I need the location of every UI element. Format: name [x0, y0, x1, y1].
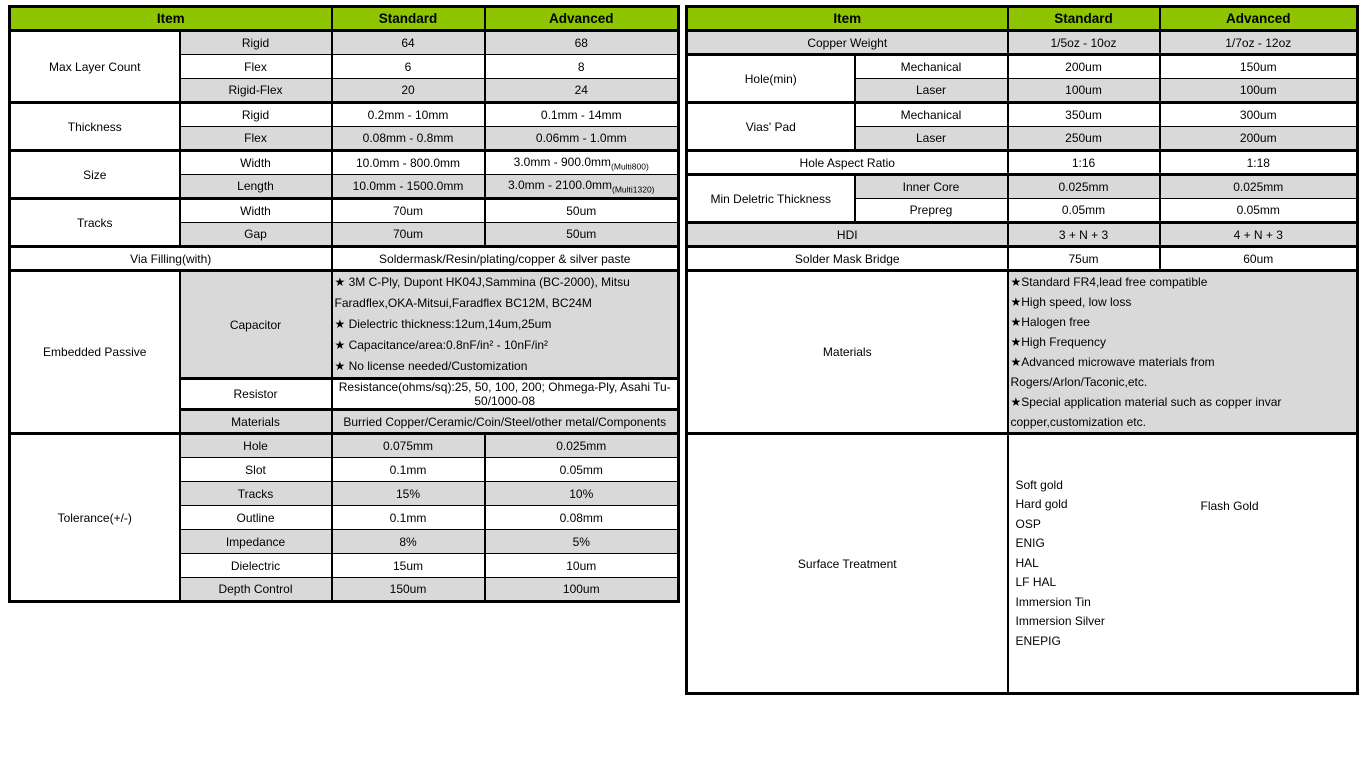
group-label-vias-pad: Vias' Pad — [687, 103, 855, 151]
group-label-min-deletric-thickness: Min Deletric Thickness — [687, 175, 855, 223]
advanced-value: 50um — [485, 223, 679, 247]
advanced-value: 1:18 — [1160, 151, 1358, 175]
table-row — [10, 247, 679, 271]
advanced-value: 60um — [1160, 247, 1358, 271]
table-row — [687, 223, 1358, 247]
advanced-value: 100um — [485, 578, 679, 602]
sub-item-capacitor: Capacitor — [180, 271, 332, 379]
group-label-hole-min: Hole(min) — [687, 55, 855, 103]
capability-table-left — [8, 5, 680, 603]
multi-panel-note: (Multi800) — [611, 161, 649, 172]
standard-value: 15um — [332, 554, 485, 578]
standard-value: 0.08mm - 0.8mm — [332, 127, 485, 151]
group-label-tolerance: Tolerance(+/-) — [10, 434, 180, 602]
table-row — [10, 199, 679, 223]
advanced-value: 0.1mm - 14mm — [485, 103, 679, 127]
standard-value: 0.1mm — [332, 458, 485, 482]
standard-value: 75um — [1008, 247, 1160, 271]
resistor-details: Resistance(ohms/sq):25, 50, 100, 200; Ohmega-Ply, Asahi Tu-50/1000-08 — [332, 379, 679, 410]
advanced-value: 4 + N + 3 — [1160, 223, 1358, 247]
treatment-item: Immersion Tin — [1015, 594, 1091, 609]
bullet-line: ★ 3M C-Ply, Dupont HK04J,Sammina (BC-2000), Mitsu Faradflex,OKA-Mitsui,Faradflex BC12M, BC24M — [334, 275, 630, 310]
advanced-value: 5% — [485, 530, 679, 554]
embedded-materials-details: Burried Copper/Ceramic/Coin/Steel/other metal/Components — [332, 410, 679, 434]
standard-value: 0.2mm - 10mm — [332, 103, 485, 127]
sub-item-label: Inner Core — [855, 175, 1008, 199]
standard-value: 70um — [332, 199, 485, 223]
standard-value: 0.05mm — [1008, 199, 1160, 223]
standard-value: 6 — [332, 55, 485, 79]
group-label-copper-weight: Copper Weight — [687, 31, 1008, 55]
group-label-via-filling: Via Filling(with) — [10, 247, 332, 271]
sub-item-label: Rigid — [180, 103, 332, 127]
group-label-tracks: Tracks — [10, 199, 180, 247]
group-label-size: Size — [10, 151, 180, 199]
treatment-item: HAL — [1015, 555, 1039, 570]
advanced-value: $3.0mm - 900.0mm_{(Multi800)}$ — [485, 151, 679, 175]
table-row — [10, 434, 679, 458]
advanced-value: 0.025mm — [1160, 175, 1358, 199]
treatment-item: Hard gold — [1015, 497, 1068, 512]
advanced-value: 50um — [485, 199, 679, 223]
bullet-line: ★Halogen free — [1010, 315, 1090, 329]
sub-item-label: Laser — [855, 79, 1008, 103]
sub-item-label: Tracks — [180, 482, 332, 506]
group-label-max-layer-count: Max Layer Count — [10, 31, 180, 103]
header-row — [687, 7, 1358, 31]
group-label-surface-treatment: Surface Treatment — [687, 434, 1008, 694]
sub-item-label: Rigid-Flex — [180, 79, 332, 103]
sub-item-label: Width — [180, 151, 332, 175]
group-label-solder-mask-bridge: Solder Mask Bridge — [687, 247, 1008, 271]
table-row — [687, 247, 1358, 271]
advanced-value: 200um — [1160, 127, 1358, 151]
sub-item-label: Length — [180, 175, 332, 199]
bullet-line: ★High speed, low loss — [1010, 295, 1132, 309]
sub-item-label: Rigid — [180, 31, 332, 55]
header-row — [10, 7, 679, 31]
sub-item-label: Prepreg — [855, 199, 1008, 223]
capability-table-right — [685, 5, 1359, 695]
standard-value: 0.075mm — [332, 434, 485, 458]
advanced-value: 24 — [485, 79, 679, 103]
group-label-materials: Materials — [687, 271, 1008, 434]
treatment-item: ENIG — [1015, 536, 1045, 551]
advanced-value: 0.06mm - 1.0mm — [485, 127, 679, 151]
tables-container — [8, 5, 1360, 695]
sub-item-label: Outline — [180, 506, 332, 530]
sub-item-label: Hole — [180, 434, 332, 458]
table-row — [687, 175, 1358, 199]
bullet-line: ★ No license needed/Customization — [334, 359, 528, 373]
sub-item-label: Mechanical — [855, 55, 1008, 79]
column-header-standard: Standard — [332, 7, 485, 31]
sub-item-resistor: Resistor — [180, 379, 332, 410]
table-row — [10, 271, 679, 379]
sub-item-materials: Materials — [180, 410, 332, 434]
table-row — [10, 151, 679, 175]
advanced-value: 8 — [485, 55, 679, 79]
surface-treatment-details — [1008, 434, 1358, 694]
surface-treatment-list — [1011, 435, 1355, 692]
standard-value: 350um — [1008, 103, 1160, 127]
sub-item-label: Mechanical — [855, 103, 1008, 127]
standard-value: 10.0mm - 1500.0mm — [332, 175, 485, 199]
sub-item-label: Flex — [180, 55, 332, 79]
via-filling-value: Soldermask/Resin/plating/copper & silver paste — [332, 247, 679, 271]
column-header-item: Item — [687, 7, 1008, 31]
bullet-line: ★High Frequency — [1010, 335, 1106, 349]
advanced-value: 100um — [1160, 79, 1358, 103]
treatment-item: Soft gold — [1015, 477, 1063, 492]
sub-item-label: Width — [180, 199, 332, 223]
standard-value: 250um — [1008, 127, 1160, 151]
column-header-advanced: Advanced — [485, 7, 679, 31]
table-row — [687, 271, 1358, 434]
table-row — [10, 31, 679, 55]
standard-value: 15% — [332, 482, 485, 506]
advanced-value: 0.08mm — [485, 506, 679, 530]
group-label-hole-aspect-ratio: Hole Aspect Ratio — [687, 151, 1008, 175]
table-row — [687, 103, 1358, 127]
advanced-value: 1/7oz - 12oz — [1160, 31, 1358, 55]
capacitor-details — [332, 271, 679, 379]
advanced-value: 150um — [1160, 55, 1358, 79]
advanced-value: 0.025mm — [485, 434, 679, 458]
bullet-line: ★ Dielectric thickness:12um,14um,25um — [334, 317, 552, 331]
table-row — [687, 31, 1358, 55]
treatment-item: ENEPIG — [1015, 633, 1061, 648]
table-row — [10, 103, 679, 127]
advanced-value: 0.05mm — [1160, 199, 1358, 223]
treatment-item: LF HAL — [1015, 575, 1057, 590]
group-label-thickness: Thickness — [10, 103, 180, 151]
standard-value: 20 — [332, 79, 485, 103]
standard-value: 0.025mm — [1008, 175, 1160, 199]
column-header-item: Item — [10, 7, 332, 31]
advanced-value: 10um — [485, 554, 679, 578]
multi-panel-note: (Multi1320) — [612, 184, 655, 195]
standard-value: 1/5oz - 10oz — [1008, 31, 1160, 55]
table-row — [687, 151, 1358, 175]
sub-item-label: Flex — [180, 127, 332, 151]
group-label-embedded-passive: Embedded Passive — [10, 271, 180, 434]
advanced-value: 68 — [485, 31, 679, 55]
sub-item-label: Depth Control — [180, 578, 332, 602]
treatment-item: OSP — [1015, 516, 1041, 531]
sub-item-label: Slot — [180, 458, 332, 482]
standard-value: 100um — [1008, 79, 1160, 103]
bullet-line: ★Standard FR4,lead free compatible — [1010, 275, 1208, 289]
sub-item-label: Gap — [180, 223, 332, 247]
standard-value: 64 — [332, 31, 485, 55]
sub-item-label: Impedance — [180, 530, 332, 554]
standard-value: 0.1mm — [332, 506, 485, 530]
treatment-item: Immersion Silver — [1015, 614, 1105, 629]
standard-value: 1:16 — [1008, 151, 1160, 175]
advanced-value: 10% — [485, 482, 679, 506]
table-row — [687, 434, 1358, 694]
advanced-value: $3.0mm - 2100.0mm_{(Multi1320)}$ — [485, 175, 679, 199]
table-row — [687, 55, 1358, 79]
bullet-line: ★Special application material such as copper invar copper,customization etc. — [1010, 395, 1282, 429]
standard-value: 200um — [1008, 55, 1160, 79]
bullet-line: ★ Capacitance/area:0.8nF/in² - 10nF/in² — [334, 338, 549, 352]
advanced-value: 0.05mm — [485, 458, 679, 482]
standard-value: 10.0mm - 800.0mm — [332, 151, 485, 175]
column-header-standard: Standard — [1008, 7, 1160, 31]
bullet-line: ★Advanced microwave materials from Rogers/Arlon/Taconic,etc. — [1010, 355, 1215, 389]
sub-item-label: Dielectric — [180, 554, 332, 578]
standard-value: 150um — [332, 578, 485, 602]
sub-item-label: Laser — [855, 127, 1008, 151]
flash-gold-label: Flash Gold — [1200, 499, 1259, 513]
column-header-advanced: Advanced — [1160, 7, 1358, 31]
standard-value: 70um — [332, 223, 485, 247]
group-label-hdi: HDI — [687, 223, 1008, 247]
advanced-value: 300um — [1160, 103, 1358, 127]
materials-details — [1008, 271, 1358, 434]
standard-value: 3 + N + 3 — [1008, 223, 1160, 247]
standard-value: 8% — [332, 530, 485, 554]
